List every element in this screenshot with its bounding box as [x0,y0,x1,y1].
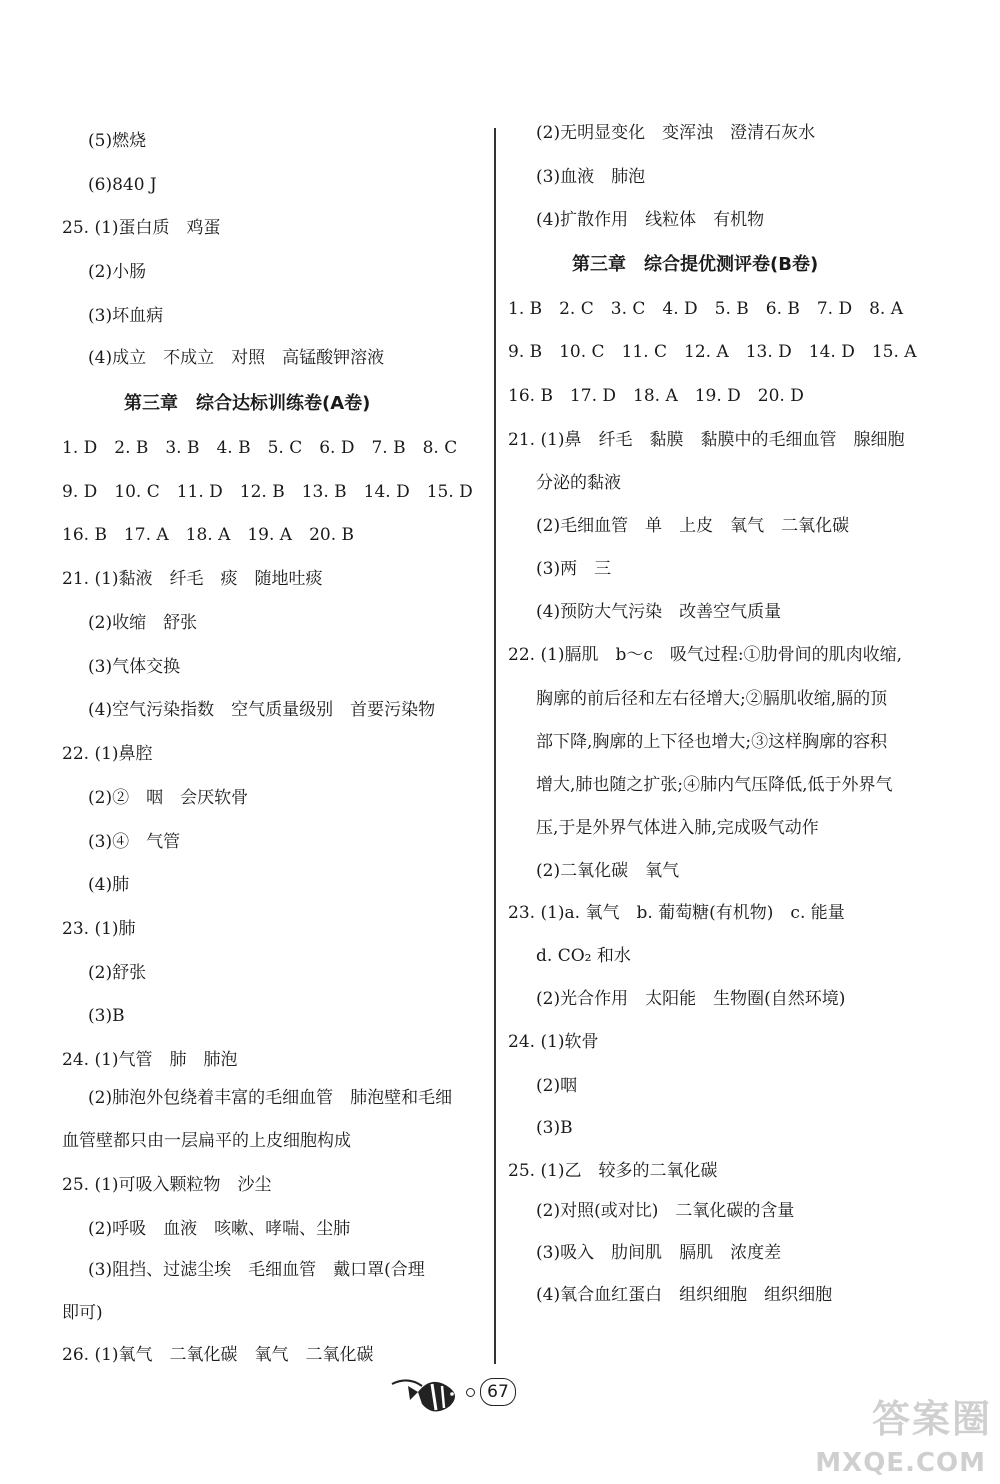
answer-line: (3)吸入 肋间肌 膈肌 浓度差 [536,1243,782,1263]
answer-line: (3)B [88,1006,125,1026]
answer-line: 21. (1)黏液 纤毛 痰 随地吐痰 [62,569,323,589]
answer-line: (3)血液 肺泡 [536,167,646,187]
answer-line: (2)肺泡外包绕着丰富的毛细血管 肺泡壁和毛细 [88,1088,453,1108]
answer-line: 胸廓的前后径和左右径增大;②膈肌收缩,膈的顶 [536,689,888,709]
answer-line: (3)阻挡、过滤尘埃 毛细血管 戴口罩(合理 [88,1260,425,1280]
answer-line: (4)扩散作用 线粒体 有机物 [536,210,765,230]
answer-line: 16. B 17. D 18. A 19. D 20. D [508,386,804,406]
answer-line: (2)呼吸 血液 咳嗽、哮喘、尘肺 [88,1219,351,1239]
answer-line: 9. B 10. C 11. C 12. A 13. D 14. D 15. A [508,342,917,362]
answer-line: (3)气体交换 [88,657,181,677]
answer-line: (3)坏血病 [88,306,164,326]
answer-line: (2)咽 [536,1076,578,1096]
answer-line: (3)两 三 [536,559,612,579]
answer-line: 压,于是外界气体进入肺,完成吸气动作 [536,818,819,838]
answer-line: 24. (1)软骨 [508,1032,599,1052]
watermark-top: 答案圈 [871,1397,992,1441]
answer-line: 26. (1)氧气 二氧化碳 氧气 二氧化碳 [62,1345,374,1365]
answer-line: 25. (1)可吸入颗粒物 沙尘 [62,1175,272,1195]
answer-line: 25. (1)乙 较多的二氧化碳 [508,1161,718,1181]
page-number: 67 [480,1378,516,1406]
answer-line: (3)B [536,1118,573,1138]
watermark [812,1388,992,1478]
answer-line: (4)氧合血红蛋白 组织细胞 组织细胞 [536,1285,833,1305]
answer-line: (4)空气污染指数 空气质量级别 首要污染物 [88,700,436,720]
answer-line: (4)成立 不成立 对照 高锰酸钾溶液 [88,348,385,368]
answer-line: (2)对照(或对比) 二氧化碳的含量 [536,1201,795,1221]
answer-line: (2)光合作用 太阳能 生物圈(自然环境) [536,989,846,1009]
page-footer [388,1370,548,1430]
answer-line: (2)无明显变化 变浑浊 澄清石灰水 [536,123,816,143]
answer-line: 21. (1)鼻 纤毛 黏膜 黏膜中的毛细血管 腺细胞 [508,430,905,450]
answer-line: (2)收缩 舒张 [88,613,198,633]
column-divider [494,128,496,1364]
answer-line: 增大,肺也随之扩张;④肺内气压降低,低于外界气 [536,775,893,795]
answer-line: (2)② 咽 会厌软骨 [88,788,249,808]
answer-line: (2)舒张 [88,963,147,983]
answer-line: 分泌的黏液 [536,473,621,493]
answer-line: (5)燃烧 [88,131,147,151]
answer-line: 16. B 17. A 18. A 19. A 20. B [62,525,355,545]
answer-line: 血管壁都只由一层扁平的上皮细胞构成 [62,1131,351,1151]
answer-line: 25. (1)蛋白质 鸡蛋 [62,218,221,238]
answer-line: 24. (1)气管 肺 肺泡 [62,1050,238,1070]
answer-line: 22. (1)膈肌 b～c 吸气过程:①肋骨间的肌肉收缩, [508,645,903,665]
answer-line: (2)小肠 [88,262,147,282]
answer-line: (6)840 J [88,175,157,195]
answer-line: (4)肺 [88,875,130,895]
fish-icon [388,1370,466,1420]
answer-line: d. CO₂ 和水 [536,946,631,966]
section-heading: 第三章 综合提优测评卷(B卷) [572,254,819,275]
answer-line: 1. B 2. C 3. C 4. D 5. B 6. B 7. D 8. A [508,299,904,319]
answer-line: 9. D 10. C 11. D 12. B 13. B 14. D 15. D [62,482,473,502]
answer-line: (2)二氧化碳 氧气 [536,861,680,881]
answer-line: (2)毛细血管 单 上皮 氧气 二氧化碳 [536,516,850,536]
answer-line: 23. (1)肺 [62,919,136,939]
answer-line: 即可) [62,1303,103,1323]
answer-line: (4)预防大气污染 改善空气质量 [536,602,782,622]
watermark-bottom: MXQE.COM [815,1448,986,1478]
answer-line: 23. (1)a. 氧气 b. 葡萄糖(有机物) c. 能量 [508,903,845,923]
answer-line: 1. D 2. B 3. B 4. B 5. C 6. D 7. B 8. C [62,438,458,458]
bubble-icon [466,1388,475,1397]
answer-line: 部下降,胸廓的上下径也增大;③这样胸廓的容积 [536,732,888,752]
answer-line: 22. (1)鼻腔 [62,744,153,764]
section-heading: 第三章 综合达标训练卷(A卷) [124,393,371,414]
answer-line: (3)④ 气管 [88,832,181,852]
